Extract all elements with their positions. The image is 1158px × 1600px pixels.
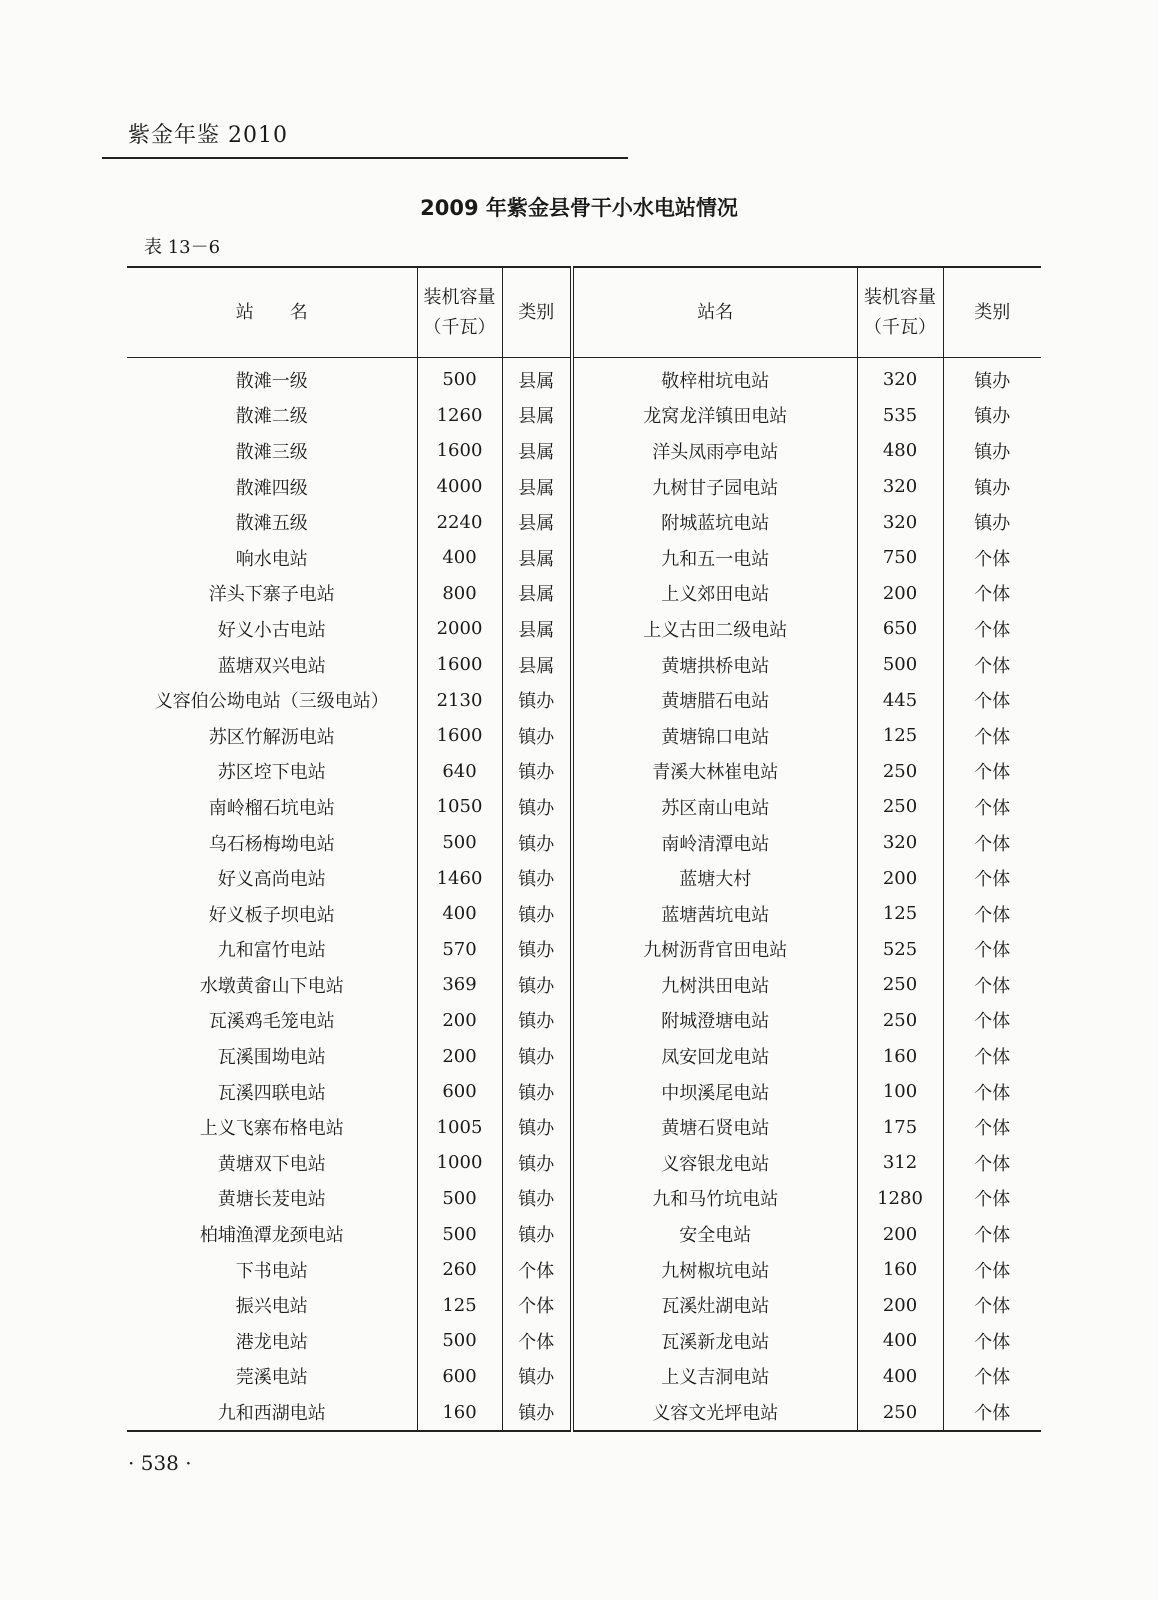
col-header-station-right: 站名	[572, 267, 857, 358]
type-cell: 镇办	[502, 932, 572, 968]
table-row	[127, 682, 1041, 718]
type-cell: 个体	[943, 1359, 1041, 1395]
col-header-capacity	[417, 267, 502, 358]
table-row	[127, 896, 1041, 932]
station-name-cell: 瓦溪灶湖电站	[572, 1287, 857, 1323]
type-cell: 个体	[943, 540, 1041, 576]
type-cell: 个体	[943, 1287, 1041, 1323]
station-name-cell: 苏区竹解沥电站	[208, 726, 335, 748]
station-name-cell: 上义郊田电站	[572, 576, 857, 612]
type-cell: 个体	[502, 1287, 572, 1323]
station-name-cell: 九和西湖电站	[127, 1394, 417, 1431]
col-header-capacity-right-unit: （千瓦）	[864, 316, 936, 338]
type-cell: 镇办	[502, 1181, 572, 1217]
station-name-cell: 上义飞寨布格电站	[199, 1118, 344, 1140]
type-cell: 镇办	[502, 1359, 572, 1395]
station-name-cell: 黄塘锦口电站	[572, 718, 857, 754]
station-name-cell: 九树甘子园电站	[572, 469, 857, 505]
header-rule	[102, 157, 628, 159]
type-cell: 镇办	[943, 433, 1041, 469]
table-row	[127, 789, 1041, 825]
table-row	[127, 860, 1041, 896]
capacity-cell: 1000	[417, 1145, 502, 1181]
station-name-cell: 柏埔渔潭龙颈电站	[199, 1225, 344, 1247]
type-cell: 县属	[502, 576, 572, 612]
station-name-cell: 黄塘长茇电站	[217, 1189, 326, 1211]
capacity-cell: 125	[857, 896, 943, 932]
type-cell: 县属	[502, 611, 572, 647]
table-row	[127, 398, 1041, 434]
station-name-cell: 龙窝龙洋镇田电站	[572, 398, 857, 434]
station-name-cell: 九树沥背官田电站	[572, 932, 857, 968]
type-cell: 镇办	[502, 1003, 572, 1039]
station-name-cell: 好义板子坝电站	[208, 904, 335, 926]
capacity-cell: 369	[417, 967, 502, 1003]
type-cell: 县属	[502, 540, 572, 576]
table-row	[127, 1109, 1041, 1145]
station-name-cell: 莞溪电站	[235, 1367, 308, 1389]
hydropower-table	[127, 266, 1041, 1432]
capacity-cell: 2130	[417, 682, 502, 718]
table-row	[127, 504, 1041, 540]
station-name-cell: 义容银龙电站	[572, 1145, 857, 1181]
type-cell: 镇办	[502, 718, 572, 754]
capacity-cell: 2000	[417, 611, 502, 647]
type-cell: 个体	[943, 718, 1041, 754]
table-number: 表 13－6	[144, 237, 221, 258]
capacity-cell: 1050	[417, 789, 502, 825]
capacity-cell: 320	[857, 825, 943, 861]
type-cell: 镇办	[502, 825, 572, 861]
table-row	[127, 576, 1041, 612]
capacity-cell: 320	[857, 469, 943, 505]
capacity-cell: 100	[857, 1074, 943, 1110]
page-title: 2009 年紫金县骨干小水电站情况	[420, 196, 738, 220]
station-name-cell: 上义吉洞电站	[572, 1359, 857, 1395]
capacity-cell: 250	[857, 754, 943, 790]
type-cell: 个体	[943, 754, 1041, 790]
capacity-cell: 400	[857, 1323, 943, 1359]
station-name-cell: 九树洪田电站	[572, 967, 857, 1003]
station-name-cell: 瓦溪四联电站	[217, 1082, 326, 1104]
col-header-type: 类别	[502, 267, 572, 358]
capacity-cell: 200	[857, 1216, 943, 1252]
table-header-row	[127, 267, 1041, 358]
capacity-cell: 250	[857, 789, 943, 825]
type-cell: 个体	[943, 825, 1041, 861]
type-cell: 个体	[943, 1216, 1041, 1252]
station-name-cell: 黄塘腊石电站	[572, 682, 857, 718]
station-name-cell: 散滩五级	[235, 513, 308, 535]
station-name-cell: 附城蓝坑电站	[572, 504, 857, 540]
station-name-cell: 下书电站	[235, 1260, 308, 1282]
capacity-cell: 200	[857, 1287, 943, 1323]
capacity-cell: 1260	[417, 398, 502, 434]
type-cell: 个体	[943, 1074, 1041, 1110]
type-cell: 镇办	[502, 860, 572, 896]
type-cell: 镇办	[502, 1038, 572, 1074]
station-name-cell: 南岭榴石坑电站	[208, 797, 335, 819]
station-name-cell: 苏区埪下电站	[217, 762, 326, 784]
type-cell: 镇办	[943, 504, 1041, 540]
capacity-cell: 250	[857, 967, 943, 1003]
type-cell: 个体	[943, 682, 1041, 718]
station-name-cell: 港龙电站	[235, 1331, 308, 1353]
table-row	[127, 647, 1041, 683]
type-cell: 县属	[502, 398, 572, 434]
running-head: 紫金年鉴 2010	[128, 123, 288, 148]
capacity-cell: 445	[857, 682, 943, 718]
capacity-cell: 650	[857, 611, 943, 647]
type-cell: 个体	[943, 1003, 1041, 1039]
station-name-cell: 散滩一级	[235, 370, 308, 392]
capacity-cell: 125	[857, 718, 943, 754]
col-header-type-right: 类别	[943, 267, 1041, 358]
capacity-cell: 320	[857, 504, 943, 540]
type-cell: 镇办	[502, 967, 572, 1003]
station-name-cell: 好义高尚电站	[217, 869, 326, 891]
station-name-cell: 瓦溪围坳电站	[217, 1047, 326, 1069]
station-name-cell: 水墩黄畲山下电站	[199, 975, 344, 997]
station-name-cell: 瓦溪新龙电站	[572, 1323, 857, 1359]
type-cell: 个体	[943, 1252, 1041, 1288]
capacity-cell: 200	[417, 1038, 502, 1074]
capacity-cell: 535	[857, 398, 943, 434]
type-cell: 个体	[943, 611, 1041, 647]
type-cell: 镇办	[502, 789, 572, 825]
capacity-cell: 160	[857, 1252, 943, 1288]
capacity-cell: 480	[857, 433, 943, 469]
type-cell: 镇办	[502, 1394, 572, 1431]
col-header-station: 站 名	[127, 267, 417, 358]
station-name-cell: 洋头凤雨亭电站	[572, 433, 857, 469]
station-name-cell: 义容伯公坳电站（三级电站）	[154, 691, 389, 713]
table-row	[127, 1003, 1041, 1039]
table-row	[127, 932, 1041, 968]
capacity-cell: 640	[417, 754, 502, 790]
table-row	[127, 1038, 1041, 1074]
capacity-cell: 160	[857, 1038, 943, 1074]
capacity-cell: 1600	[417, 647, 502, 683]
capacity-cell: 1280	[857, 1181, 943, 1217]
capacity-cell: 750	[857, 540, 943, 576]
table-row	[127, 1074, 1041, 1110]
capacity-cell: 500	[857, 647, 943, 683]
station-name-cell: 黄塘拱桥电站	[572, 647, 857, 683]
station-name-cell: 附城澄塘电站	[572, 1003, 857, 1039]
table-row	[127, 611, 1041, 647]
station-name-cell: 乌石杨梅坳电站	[208, 833, 335, 855]
page-number: · 538 ·	[128, 1451, 192, 1475]
station-name-cell: 九和五一电站	[572, 540, 857, 576]
station-name-cell: 凤安回龙电站	[572, 1038, 857, 1074]
station-name-cell: 蓝塘茜坑电站	[572, 896, 857, 932]
station-name-cell: 黄塘石贤电站	[572, 1109, 857, 1145]
capacity-cell: 250	[857, 1003, 943, 1039]
station-name-cell: 散滩三级	[235, 441, 308, 463]
capacity-cell: 2240	[417, 504, 502, 540]
type-cell: 个体	[943, 647, 1041, 683]
type-cell: 镇办	[943, 398, 1041, 434]
capacity-cell: 200	[857, 576, 943, 612]
capacity-cell: 125	[417, 1287, 502, 1323]
type-cell: 镇办	[502, 896, 572, 932]
table-row	[127, 1394, 1041, 1431]
type-cell: 县属	[502, 504, 572, 540]
capacity-cell: 200	[417, 1003, 502, 1039]
table-row	[127, 1287, 1041, 1323]
station-name-cell: 九树椒坑电站	[572, 1252, 857, 1288]
capacity-cell: 525	[857, 932, 943, 968]
station-name-cell: 瓦溪鸡毛笼电站	[208, 1011, 335, 1033]
table-row	[127, 1181, 1041, 1217]
table-row	[127, 540, 1041, 576]
table-row	[127, 967, 1041, 1003]
capacity-cell: 260	[417, 1252, 502, 1288]
station-name-cell: 蓝塘大村	[572, 860, 857, 896]
type-cell: 个体	[943, 896, 1041, 932]
capacity-cell: 400	[857, 1359, 943, 1395]
col-header-capacity-right	[857, 267, 943, 358]
station-name-cell: 振兴电站	[235, 1296, 308, 1318]
table-row	[127, 1145, 1041, 1181]
capacity-cell: 500	[417, 825, 502, 861]
station-name-cell: 好义小古电站	[217, 619, 326, 641]
table-row	[127, 1216, 1041, 1252]
capacity-cell: 4000	[417, 469, 502, 505]
type-cell: 个体	[943, 932, 1041, 968]
type-cell: 镇办	[502, 754, 572, 790]
capacity-cell: 500	[417, 1216, 502, 1252]
capacity-cell: 312	[857, 1145, 943, 1181]
type-cell: 个体	[943, 1038, 1041, 1074]
table-row	[127, 718, 1041, 754]
station-name-cell: 散滩二级	[235, 406, 308, 428]
table-body	[127, 358, 1041, 1431]
type-cell: 个体	[943, 860, 1041, 896]
capacity-cell: 175	[857, 1109, 943, 1145]
station-name-cell: 九和马竹坑电站	[572, 1181, 857, 1217]
station-name-cell: 敬梓柑坑电站	[572, 358, 857, 398]
type-cell: 镇办	[943, 358, 1041, 398]
type-cell: 个体	[943, 789, 1041, 825]
col-header-capacity-unit: （千瓦）	[423, 316, 496, 338]
capacity-cell: 1600	[417, 433, 502, 469]
capacity-cell: 570	[417, 932, 502, 968]
station-name-cell: 青溪大林崔电站	[572, 754, 857, 790]
table-row	[127, 1323, 1041, 1359]
station-name-cell: 黄塘双下电站	[217, 1153, 326, 1175]
type-cell: 个体	[943, 1181, 1041, 1217]
table-row	[127, 754, 1041, 790]
type-cell: 个体	[943, 1109, 1041, 1145]
type-cell: 镇办	[502, 1216, 572, 1252]
type-cell: 个体	[943, 576, 1041, 612]
station-name-cell: 中坝溪尾电站	[572, 1074, 857, 1110]
capacity-cell: 400	[417, 896, 502, 932]
station-name-cell: 上义古田二级电站	[572, 611, 857, 647]
table-row	[127, 825, 1041, 861]
capacity-cell: 400	[417, 540, 502, 576]
capacity-cell: 600	[417, 1074, 502, 1110]
type-cell: 镇办	[502, 1109, 572, 1145]
type-cell: 镇办	[502, 1074, 572, 1110]
table-row	[127, 1252, 1041, 1288]
capacity-cell: 500	[417, 1323, 502, 1359]
station-name-cell: 蓝塘双兴电站	[217, 655, 326, 677]
col-header-capacity-label: 装机容量	[423, 286, 496, 308]
type-cell: 县属	[502, 469, 572, 505]
station-name-cell: 义容文光坪电站	[572, 1394, 857, 1431]
col-header-capacity-right-label: 装机容量	[864, 286, 936, 308]
type-cell: 个体	[502, 1323, 572, 1359]
capacity-cell: 800	[417, 576, 502, 612]
type-cell: 个体	[943, 1145, 1041, 1181]
capacity-cell: 320	[857, 358, 943, 398]
station-name-cell: 响水电站	[235, 548, 308, 570]
station-name-cell: 南岭清潭电站	[572, 825, 857, 861]
capacity-cell: 200	[857, 860, 943, 896]
table-row	[127, 1359, 1041, 1395]
type-cell: 镇办	[502, 682, 572, 718]
type-cell: 个体	[943, 1394, 1041, 1431]
station-name-cell: 苏区南山电站	[572, 789, 857, 825]
type-cell: 镇办	[943, 469, 1041, 505]
table-row	[127, 469, 1041, 505]
type-cell: 镇办	[502, 1145, 572, 1181]
station-name-cell: 九和富竹电站	[217, 940, 326, 962]
table-row	[127, 433, 1041, 469]
capacity-cell: 1600	[417, 718, 502, 754]
capacity-cell: 600	[417, 1359, 502, 1395]
capacity-cell: 250	[857, 1394, 943, 1431]
type-cell: 县属	[502, 358, 572, 398]
type-cell: 个体	[943, 967, 1041, 1003]
capacity-cell: 1460	[417, 860, 502, 896]
station-name-cell: 散滩四级	[235, 477, 308, 499]
capacity-cell: 1005	[417, 1109, 502, 1145]
station-name-cell: 安全电站	[572, 1216, 857, 1252]
table-row	[127, 358, 1041, 398]
type-cell: 县属	[502, 647, 572, 683]
type-cell: 县属	[502, 433, 572, 469]
station-name-cell: 洋头下寨子电站	[208, 584, 335, 606]
capacity-cell: 500	[417, 1181, 502, 1217]
type-cell: 个体	[502, 1252, 572, 1288]
type-cell: 个体	[943, 1323, 1041, 1359]
capacity-cell: 500	[417, 358, 502, 398]
capacity-cell: 160	[417, 1394, 502, 1431]
